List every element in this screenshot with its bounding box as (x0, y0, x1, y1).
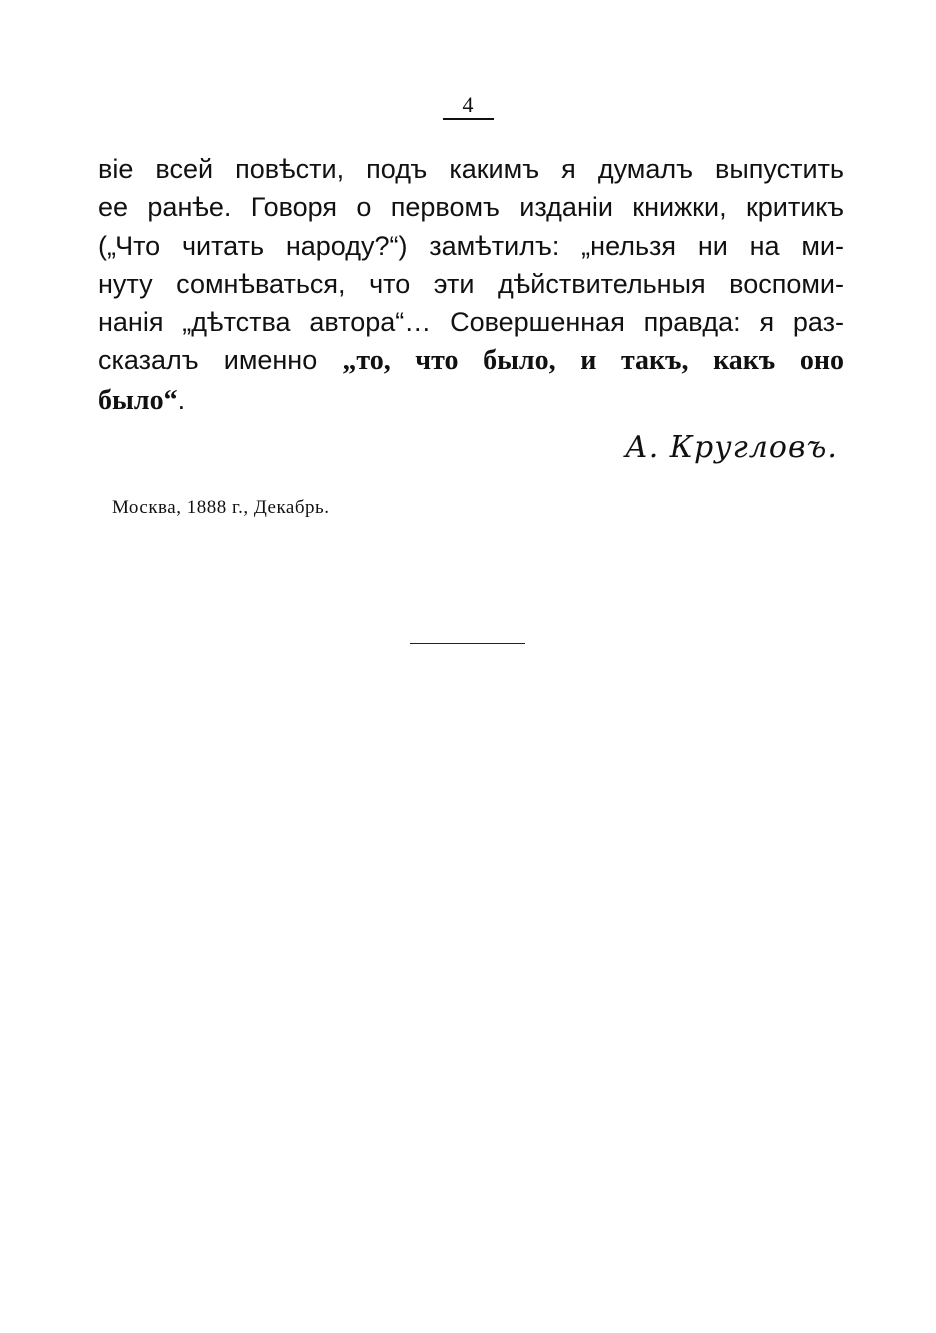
emphasized-quote: „то, что было, и такъ, какъ оно (342, 345, 844, 377)
end-rule-divider (410, 643, 525, 644)
text-line: нанія „дѣтства автора“… Совершенная правда: я раз- (98, 307, 844, 338)
text-line (98, 381, 844, 420)
page-number-wrapper (0, 92, 936, 120)
text-line-suffix: . (177, 384, 186, 415)
text-line: нуту сомнѣваться, что эти дѣйствительныя воспоми- (98, 268, 844, 299)
place-and-date: Москва, 1888 г., Декабрь. (112, 497, 330, 518)
author-signature: А. Кругловъ. (625, 430, 838, 465)
text-line: („Что читать народу?“) замѣтилъ: „нельзя ни на ми- (98, 230, 844, 261)
page-number: 4 (443, 92, 494, 120)
emphasized-quote-end: было“ (98, 384, 178, 416)
body-paragraph (98, 150, 844, 420)
text-line-prefix: сказалъ именно (98, 345, 343, 376)
text-line: віе всей повѣсти, подъ какимъ я думалъ выпустить (98, 154, 844, 184)
text-line (98, 341, 844, 380)
text-line: ее ранѣе. Говоря о первомъ изданіи книжки, критикъ (98, 192, 844, 223)
